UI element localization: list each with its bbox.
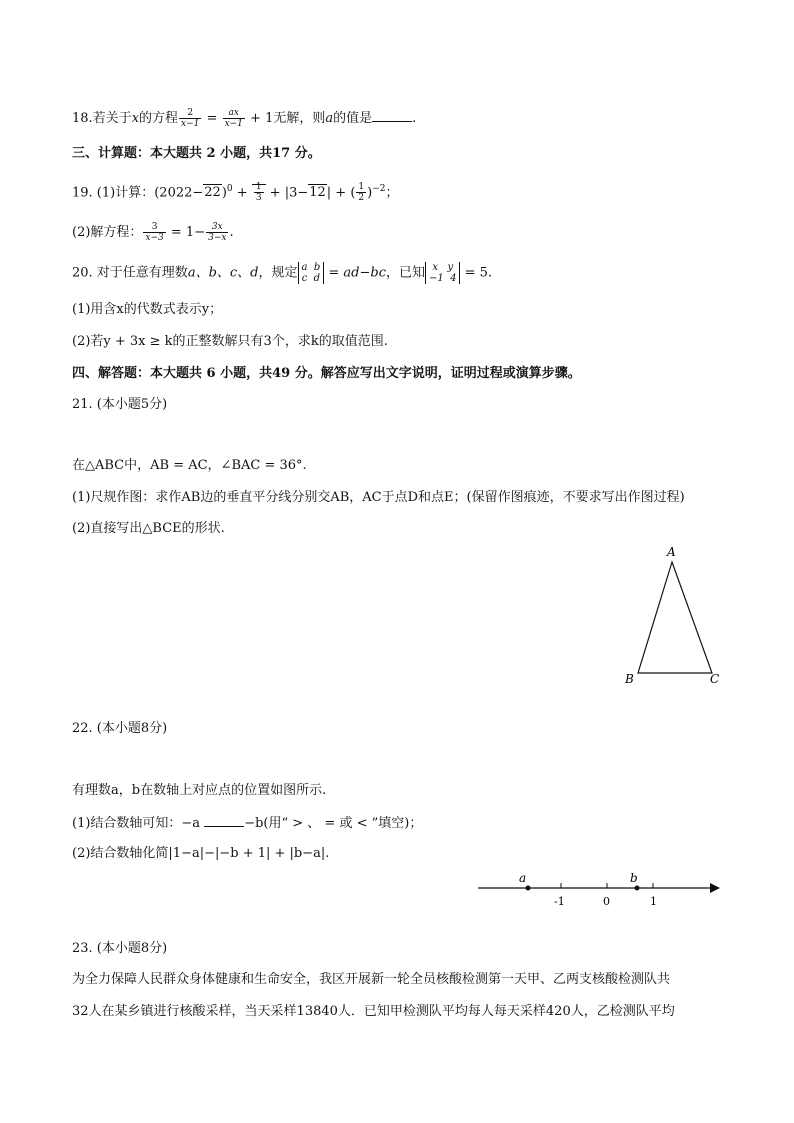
tick-label-0: 0 [603, 895, 610, 908]
fraction: $\frac{1}{2}$ [358, 182, 365, 204]
fraction: $\frac{2}{x-1}$ [181, 108, 200, 129]
point-a [526, 886, 531, 891]
question-22-stem: 有理数a，b在数轴上对应点的位置如图所示. [72, 783, 327, 798]
fraction: $\frac{3}{x-3}$ [145, 222, 164, 243]
sqrt-expression: 12 [309, 185, 326, 201]
sqrt-expression: 22 [204, 185, 221, 201]
number-line [470, 868, 730, 913]
section-3-title: 三、计算题：本大题共 2 小题，共17 分。 [72, 146, 321, 161]
question-23-line-2: 32人在某乡镇进行核酸采样，当天采样13840人．已知甲检测队平均每人每天采样420人，乙检测队平均 [72, 1004, 675, 1019]
answer-blank[interactable] [204, 814, 244, 827]
question-19-1: 19. (1)计算：$(2022-22)^0$ + $\frac{1}{3}$ + |3−12| + ( $\frac{1}{2}$ )$^{-2}$； [72, 182, 399, 204]
fraction: $\frac{ax}{x-1}$ [224, 108, 243, 129]
question-18: 18.若关于x的方程 $\frac{2}{x-1}$ = $\frac{ax}{x-1}$ + 1无解，则a的值是 . [72, 108, 417, 129]
arrow-icon [710, 883, 720, 893]
tick-label-1: 1 [650, 895, 657, 908]
triangle-abc [638, 562, 712, 673]
question-21-stem: 在△ABC中，AB = AC，∠BAC = 36°. [72, 458, 307, 473]
section-4-title: 四、解答题：本大题共 6 小题，共49 分。解答应写出文字说明，证明过程或演算步骤。 [72, 366, 581, 381]
determinant: a b c d [298, 262, 325, 284]
label-b: b [630, 871, 638, 885]
question-20-2: (2)若y + 3x ≥ k的正整数解只有3个，求k的取值范围. [72, 334, 388, 349]
fraction: $\frac{3x}{3-x}$ [208, 222, 227, 243]
determinant: x y −1 4 [425, 262, 460, 284]
question-20-1: (1)用含x的代数式表示y； [72, 302, 223, 317]
question-22-1: (1)结合数轴可知：−a −b(用“ > 、 = 或 < ”填空)； [72, 816, 423, 831]
tick-label-minus-1: -1 [554, 895, 565, 908]
question-21-1: (1)尺规作图：求作AB边的垂直平分线分别交AB，AC于点D和点E；(保留作图痕迹，不要求写出作图过程) [72, 490, 685, 505]
question-22-header: 22. (本小题8分) [72, 721, 168, 736]
label-a: a [519, 871, 527, 885]
question-19-2: (2)解方程： $\frac{3}{x-3}$ = 1− $\frac{3x}{3-x}$ . [72, 222, 234, 243]
question-21-header: 21. (本小题5分) [72, 397, 168, 412]
question-22-2: (2)结合数轴化简|1−a|−|−b + 1| + |b−a|. [72, 846, 330, 861]
vertex-label-c: C [710, 672, 720, 686]
question-21-2: (2)直接写出△BCE的形状. [72, 521, 225, 536]
point-b [635, 886, 640, 891]
question-23-header: 23. (本小题8分) [72, 941, 168, 956]
sqrt-expression: $\frac{1}{3}$ [252, 184, 266, 200]
vertex-label-a: A [667, 545, 676, 559]
question-20: 20. 对于任意有理数a、b、c、d，规定 a b c d = ad−bc，已知 x y −1 4 = 5. [72, 262, 493, 284]
vertex-label-b: B [625, 672, 634, 686]
answer-blank[interactable] [372, 109, 412, 122]
triangle-figure [610, 540, 740, 695]
question-23-line-1: 为全力保障人民群众身体健康和生命安全，我区开展新一轮全员核酸检测第一天甲、乙两支核酸检测队共 [72, 972, 671, 987]
